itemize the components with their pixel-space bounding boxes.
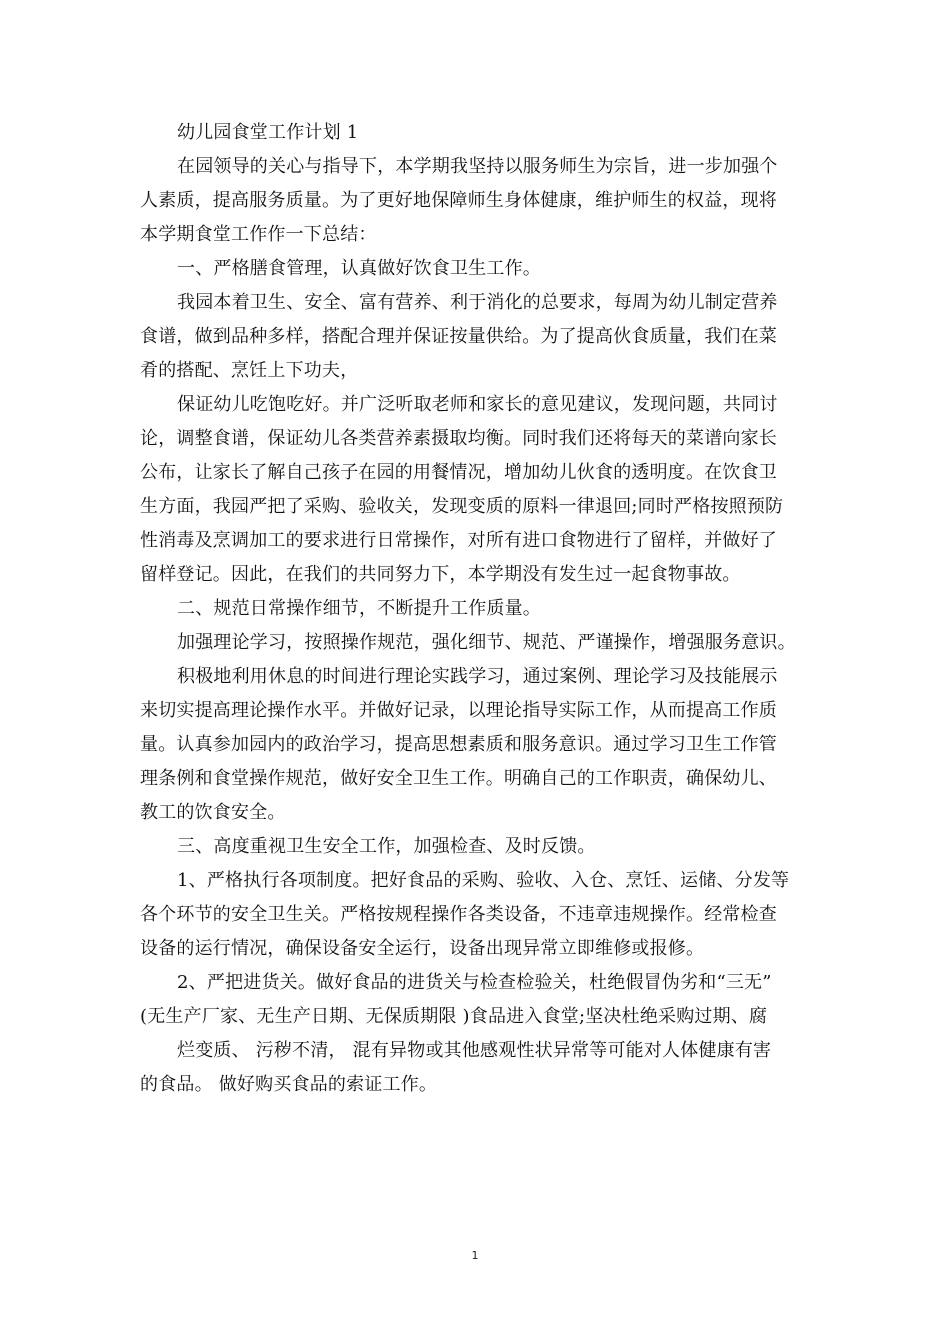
section-heading: 一、严格膳食管理，认真做好饮食卫生工作。	[177, 258, 541, 279]
paragraph-line: 加强理论学习，按照操作规范，强化细节、规范、严谨操作，增强服务意识。	[177, 632, 796, 653]
paragraph-line: 人素质，提高服务质量。为了更好地保障师生身体健康，维护师生的权益，现将	[140, 190, 777, 211]
paragraph-line: 1、严格执行各项制度。把好食品的采购、验收、入仓、烹饪、运储、分发等	[177, 870, 790, 891]
paragraph-line: 肴的搭配、烹饪上下功夫，	[140, 360, 359, 381]
paragraph-line: 我园本着卫生、安全、富有营养、利于消化的总要求，每周为幼儿制定营养	[177, 292, 778, 313]
section-heading: 二、规范日常操作细节，不断提升工作质量。	[177, 598, 541, 619]
page-number: 1	[471, 1249, 479, 1262]
paragraph-line: 设备的运行情况，确保设备安全运行，设备出现异常立即维修或报修。	[140, 938, 705, 959]
section-heading: 三、高度重视卫生安全工作，加强检查、及时反馈。	[177, 836, 596, 857]
paragraph-line: 教工的饮食安全。	[140, 802, 286, 823]
paragraph-line: 的食品。 做好购买食品的索证工作。	[140, 1074, 438, 1095]
paragraph-line: 量。认真参加园内的政治学习，提高思想素质和服务意识。通过学习卫生工作管	[140, 734, 777, 755]
paragraph-line: 本学期食堂工作作一下总结：	[140, 224, 377, 245]
paragraph-line: 保证幼儿吃饱吃好。并广泛听取老师和家长的意见建议，发现问题，共同讨	[177, 394, 778, 415]
paragraph-line: 论，调整食谱，保证幼儿各类营养素摄取均衡。同时我们还将每天的菜谱向家长	[140, 428, 777, 449]
paragraph-line: 在园领导的关心与指导下，本学期我坚持以服务师生为宗旨，进一步加强个	[177, 156, 778, 177]
paragraph-line: 食谱，做到品种多样，搭配合理并保证按量供给。为了提高伙食质量，我们在菜	[140, 326, 777, 347]
paragraph-line: 留样登记。因此，在我们的共同努力下，本学期没有发生过一起食物事故。	[140, 564, 741, 585]
paragraph-line: 理条例和食堂操作规范，做好安全卫生工作。明确自己的工作职责，确保幼儿、	[140, 768, 777, 789]
paragraph-line: 性消毒及烹调加工的要求进行日常操作，对所有进口食物进行了留样，并做好了	[140, 530, 777, 551]
paragraph-line: 公布，让家长了解自己孩子在园的用餐情况，增加幼儿伙食的透明度。在饮食卫	[140, 462, 777, 483]
paragraph-line: 2、严把进货关。做好食品的进货关与检查检验关，杜绝假冒伪劣和“三无”	[177, 972, 772, 993]
paragraph-line: 生方面，我园严把了采购、验收关，发现变质的原料一律退回;同时严格按照预防	[140, 496, 784, 517]
document-body	[140, 116, 816, 1102]
paragraph-line: (无生产厂家、无生产日期、无保质期限 )食品进入食堂;坚决杜绝采购过期、腐	[140, 1006, 768, 1027]
document-title: 幼儿园食堂工作计划 1	[177, 122, 359, 143]
paragraph-line: 来切实提高理论操作水平。并做好记录，以理论指导实际工作，从而提高工作质	[140, 700, 777, 721]
paragraph-line: 烂变质、 污秽不清， 混有异物或其他感观性状异常等可能对人体健康有害	[177, 1040, 772, 1061]
paragraph-line: 各个环节的安全卫生关。严格按规程操作各类设备，不违章违规操作。经常检查	[140, 904, 777, 925]
paragraph-line: 积极地利用休息的时间进行理论实践学习，通过案例、理论学习及技能展示	[177, 666, 778, 687]
